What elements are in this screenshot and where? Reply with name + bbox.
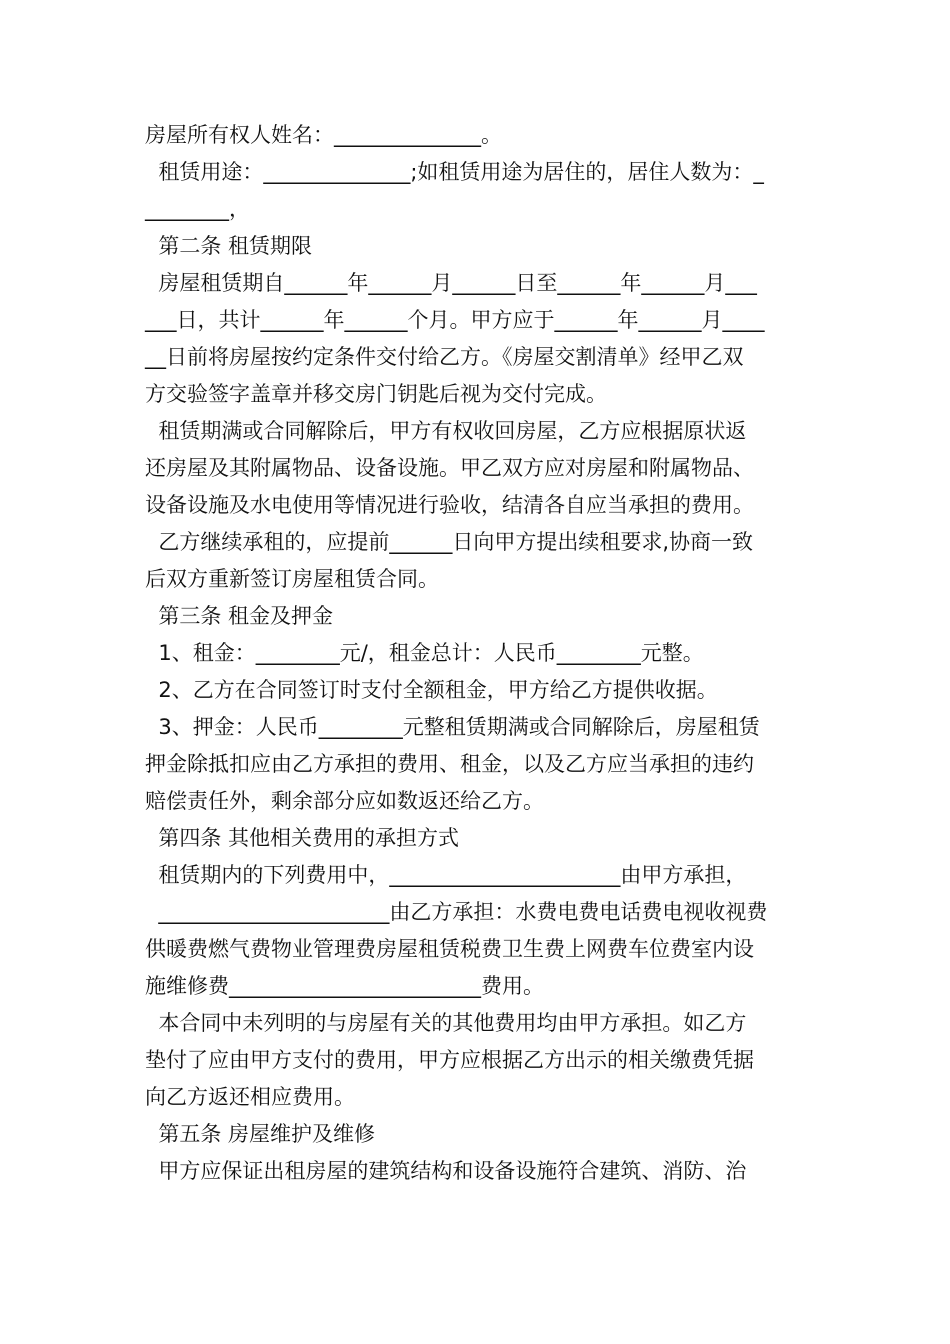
paragraph-line: ______________________由乙方承担：水费电费电话费电视收视费 <box>145 900 768 924</box>
rental-purpose-line: 租赁用途：______________;如租赁用途为居住的，居住人数为：_ <box>145 160 764 184</box>
article-4-heading: 第四条 其他相关费用的承担方式 <box>145 826 460 850</box>
paragraph-line: 甲方应保证出租房屋的建筑结构和设备设施符合建筑、消防、治 <box>145 1159 747 1183</box>
paragraph-line: 供暖费燃气费物业管理费房屋租赁税费卫生费上网费车位费室内设 <box>145 937 754 961</box>
paragraph-line: 施维修费________________________费用。 <box>145 974 544 998</box>
article-2-heading: 第二条 租赁期限 <box>145 234 313 258</box>
paragraph-line: 租赁期满或合同解除后，甲方有权收回房屋，乙方应根据原状返 <box>145 419 747 443</box>
article-3-heading: 第三条 租金及押金 <box>145 604 334 628</box>
owner-name-line: 房屋所有权人姓名：______________。 <box>145 123 502 147</box>
deposit-item-3: 3、押金：人民币________元整租赁期满或合同解除后，房屋租赁 <box>145 715 760 739</box>
rent-item-1: 1、租金：________元/，租金总计：人民币________元整。 <box>145 641 704 665</box>
paragraph-line: 还房屋及其附属物品、设备设施。甲乙双方应对房屋和附属物品、 <box>145 456 754 480</box>
paragraph-line: 向乙方返还相应费用。 <box>145 1085 355 1109</box>
article-5-heading: 第五条 房屋维护及维修 <box>145 1122 376 1146</box>
paragraph-line: 本合同中未列明的与房屋有关的其他费用均由甲方承担。如乙方 <box>145 1011 747 1035</box>
paragraph-line: 赔偿责任外，剩余部分应如数返还给乙方。 <box>145 789 544 813</box>
paragraph-line: 房屋租赁期自______年______月______日至______年______月___ <box>145 271 757 295</box>
paragraph-line: 后双方重新签订房屋租赁合同。 <box>145 567 439 591</box>
paragraph-line: 押金除抵扣应由乙方承担的费用、租金，以及乙方应当承担的违约 <box>145 752 754 776</box>
paragraph-line: 租赁期内的下列费用中，______________________由甲方承担， <box>145 863 747 887</box>
paragraph-line: 方交验签字盖章并移交房门钥匙后视为交付完成。 <box>145 382 607 406</box>
paragraph-line: 乙方继续承租的，应提前______日向甲方提出续租要求,协商一致 <box>145 530 754 554</box>
paragraph-line: 垫付了应由甲方支付的费用，甲方应根据乙方出示的相关缴费凭据 <box>145 1048 754 1072</box>
occupants-line: ________， <box>145 197 250 221</box>
contract-page <box>145 117 810 1190</box>
rent-item-2: 2、乙方在合同签订时支付全额租金，甲方给乙方提供收据。 <box>145 678 718 702</box>
paragraph-line: ___日，共计______年______个月。甲方应于______年______月____ <box>145 308 765 332</box>
paragraph-line: 设备设施及水电使用等情况进行验收，结清各自应当承担的费用。 <box>145 493 754 517</box>
paragraph-line: __日前将房屋按约定条件交付给乙方。《房屋交割清单》经甲乙双 <box>145 345 744 369</box>
